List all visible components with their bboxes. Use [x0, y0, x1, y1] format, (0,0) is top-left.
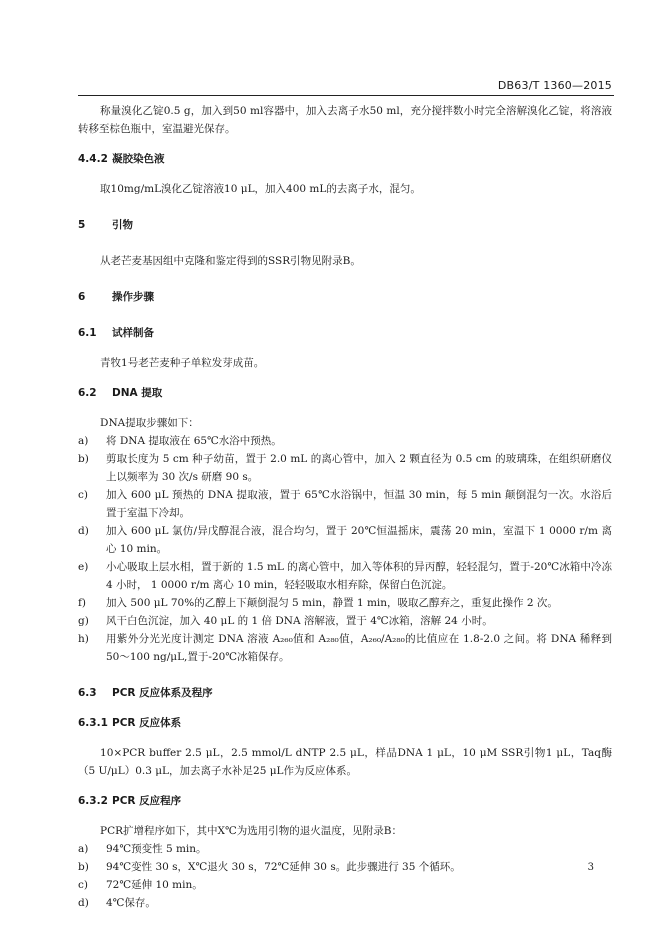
list-text: 94℃预变性 5 min。: [106, 843, 207, 855]
list-item: [78, 432, 612, 450]
list-text: 加入 600 μL 预热的 DNA 提取液，置于 65℃水浴锅中，恒温 30 min，每 5 min 颠倒混匀一次。水浴后置于室温下冷却。: [106, 489, 612, 519]
list-item: [78, 876, 612, 894]
list-text: 4℃保存。: [106, 897, 156, 909]
spacer: [78, 780, 612, 792]
heading-6-3-2: [78, 792, 612, 810]
standard-code: DB63/T 1360—2015: [497, 79, 612, 92]
list-text: 将 DNA 提取液在 65℃水浴中预热。: [106, 435, 282, 447]
page-content: [78, 102, 612, 912]
heading-6-3: [78, 684, 612, 702]
heading-number: 5: [78, 219, 86, 231]
list-marker: d): [78, 525, 89, 537]
list-marker: f): [78, 597, 86, 609]
heading-5: [78, 216, 612, 234]
list-marker: c): [78, 489, 88, 501]
list-text: 小心吸取上层水相，置于新的 1.5 mL 的离心管中，加入等体积的异丙醇，轻轻混匀，置于-20℃冰箱中冷冻 4 小时， 1 0000 r/m 离心 10 min，轻轻吸取水相弃除，保留白色沉淀。: [106, 561, 612, 591]
top-paragraph: 称量溴化乙锭0.5 g，加入到50 ml容器中，加入去离子水50 ml，充分搅拌数小时完全溶解溴化乙锭，将溶液转移至棕色瓶中，室温避光保存。: [78, 105, 612, 135]
list-text: 72℃延伸 10 min。: [106, 879, 203, 891]
heading-title: DNA 提取: [112, 387, 163, 399]
heading-title: PCR 反应体系: [112, 717, 182, 729]
heading-title: 操作步骤: [112, 291, 154, 303]
list-item: [78, 450, 612, 486]
spacer: [78, 306, 612, 324]
heading-4-4-2: [78, 150, 612, 168]
spacer: [78, 666, 612, 684]
heading-title: 引物: [112, 219, 133, 231]
spacer: [78, 732, 612, 744]
heading-6: [78, 288, 612, 306]
heading-title: 试样制备: [112, 327, 154, 339]
spacer: [78, 810, 612, 822]
spacer: [78, 234, 612, 252]
list-text: 剪取长度为 5 cm 种子幼苗，置于 2.0 mL 的离心管中，加入 2 颗直径为 0.5 cm 的玻璃珠，在组织研磨仪上以频率为 30 次/s 研磨 90 s。: [106, 453, 612, 483]
list-marker: e): [78, 561, 89, 573]
header-rule: [78, 95, 614, 96]
spacer: [78, 168, 612, 180]
list-item: [78, 522, 612, 558]
list-marker: h): [78, 633, 89, 645]
list-item: [78, 558, 612, 594]
paragraph-6-3-1: 10×PCR buffer 2.5 μL，2.5 mmol/L dNTP 2.5 μL，样品DNA 1 μL，10 μM SSR引物1 μL，Taq酶（5 U/μL）0.3 μL，加去离子水补足25 μL作为反应体系。: [78, 747, 612, 777]
spacer: [78, 198, 612, 216]
page-number: 3: [587, 862, 594, 873]
paragraph-6-3-2-intro: PCR扩增程序如下，其中X℃为选用引物的退火温度，见附录B：: [100, 825, 402, 837]
heading-6-2: [78, 384, 612, 402]
list-marker: a): [78, 435, 89, 447]
list-item: [78, 594, 612, 612]
heading-title: PCR 反应体系及程序: [112, 687, 213, 699]
heading-number: 6: [78, 291, 86, 303]
heading-number: 6.1: [78, 327, 97, 339]
list-marker: b): [78, 861, 89, 873]
list-marker: b): [78, 453, 89, 465]
spacer: [78, 270, 612, 288]
list-text: 风干白色沉淀，加入 40 μL 的 1 倍 DNA 溶解液，置于 4℃冰箱，溶解 24 小时。: [106, 615, 493, 627]
list-marker: d): [78, 897, 89, 909]
spacer: [78, 702, 612, 714]
list-item: [78, 612, 612, 630]
list-marker: g): [78, 615, 89, 627]
spacer: [78, 402, 612, 414]
list-text: 用紫外分光光度计测定 DNA 溶液 A₂₆₀值和 A₂₈₀值，A₂₆₀/A₂₈₀的比值应在 1.8-2.0 之间。将 DNA 稀释到 50～100 ng/μL,置于-20℃冰箱保存。: [106, 633, 612, 663]
paragraph-4-4-2: 取10mg/mL溴化乙锭溶液10 μL，加入400 mL的去离子水，混匀。: [100, 183, 421, 195]
list-item: [78, 630, 612, 666]
list-text: 加入 600 μL 氯仿/异戊醇混合液，混合均匀，置于 20℃恒温摇床，震荡 20 min，室温下 1 0000 r/m 离心 10 min。: [106, 525, 612, 555]
list-marker: a): [78, 843, 89, 855]
spacer: [78, 372, 612, 384]
heading-6-3-1: [78, 714, 612, 732]
dna-extraction-steps: [78, 432, 612, 666]
heading-6-1: [78, 324, 612, 342]
heading-number: 6.2: [78, 387, 97, 399]
list-text: 加入 500 μL 70%的乙醇上下颠倒混匀 5 min，静置 1 min，吸取乙醇弃之，重复此操作 2 次。: [106, 597, 558, 609]
list-item: [78, 894, 612, 912]
list-text: 94℃变性 30 s，X℃退火 30 s，72℃延伸 30 s。此步骤进行 35 个循环。: [106, 861, 461, 873]
heading-title: PCR 反应程序: [112, 795, 182, 807]
paragraph-5: 从老芒麦基因组中克隆和鉴定得到的SSR引物见附录B。: [100, 255, 361, 267]
paragraph-6-2-intro: DNA提取步骤如下：: [100, 417, 199, 429]
heading-title: 凝胶染色液: [112, 153, 165, 165]
list-item: [78, 840, 612, 858]
heading-number: 6.3.1: [78, 717, 108, 729]
list-item: [78, 858, 612, 876]
spacer: [78, 138, 612, 150]
spacer: [78, 342, 612, 354]
heading-number: 4.4.2: [78, 153, 108, 165]
heading-number: 6.3: [78, 687, 97, 699]
paragraph-6-1: 青牧1号老芒麦种子单粒发芽成苗。: [100, 357, 265, 369]
list-marker: c): [78, 879, 88, 891]
pcr-program-steps: [78, 840, 612, 912]
list-item: [78, 486, 612, 522]
heading-number: 6.3.2: [78, 795, 108, 807]
